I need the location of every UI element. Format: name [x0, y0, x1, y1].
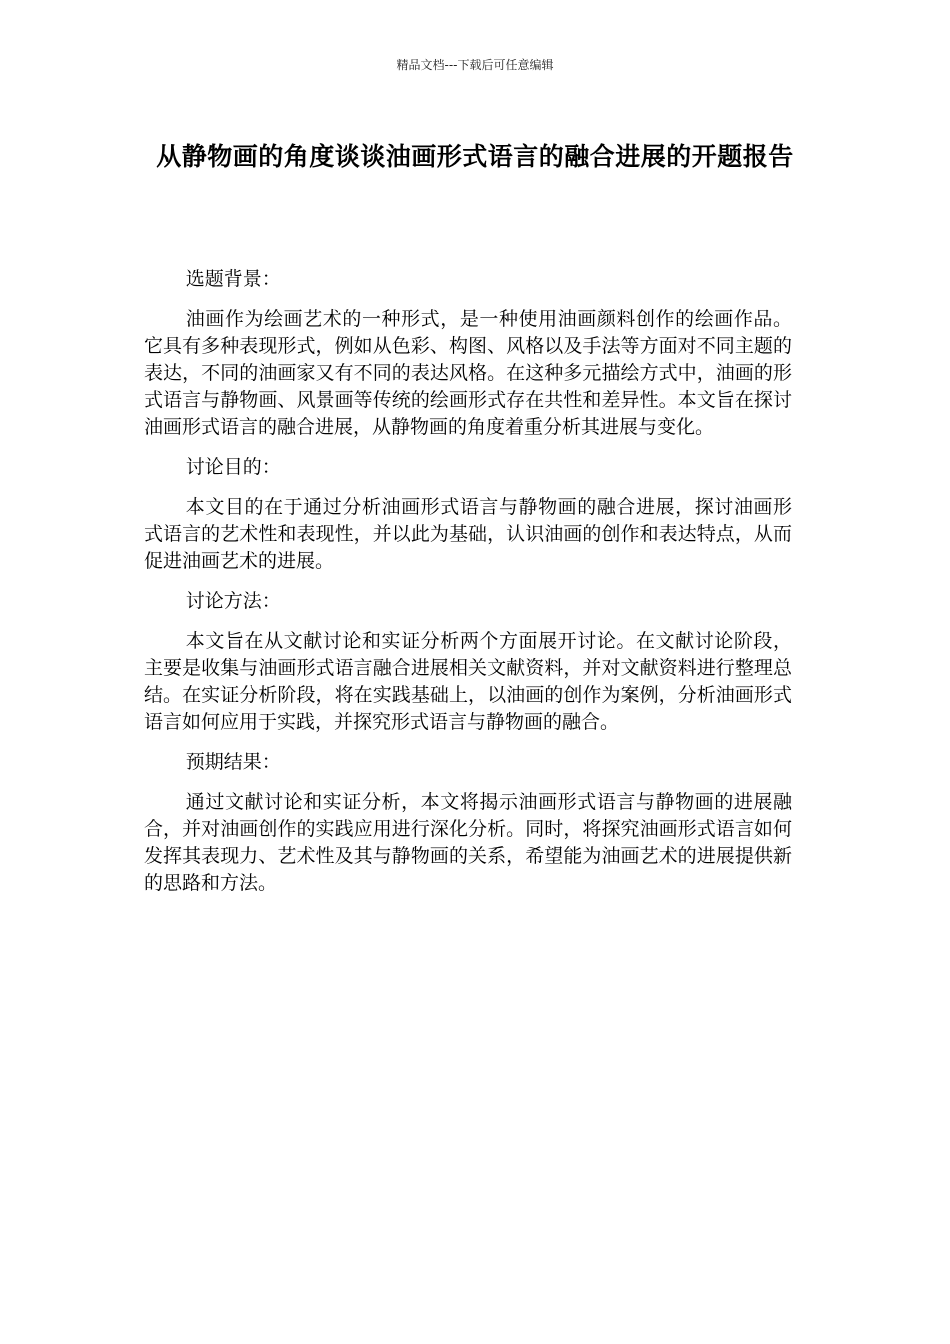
section-heading: 讨论方法：	[185, 590, 281, 612]
section-heading: 选题背景：	[185, 268, 281, 290]
section-paragraph: 本文旨在从文献讨论和实证分析两个方面展开讨论。在文献讨论阶段，主要是收集与油画形式语言融合进展相关文献资料，并对文献资料进行整理总结。在实证分析阶段，将在实践基础上，以油画的创作为案例，分析油画形式语言如何应用于实践，并探究形式语言与静物画的融合。	[144, 630, 792, 733]
document-title: 从静物画的角度谈谈油画形式语言的融合进展的开题报告	[156, 142, 794, 171]
section-heading: 讨论目的：	[185, 456, 281, 478]
section-purpose	[144, 454, 792, 575]
section-paragraph: 油画作为绘画艺术的一种形式，是一种使用油画颜料创作的绘画作品。它具有多种表现形式，例如从色彩、构图、风格以及手法等方面对不同主题的表达，不同的油画家又有不同的表达风格。在这种多元描绘方式中，油画的形式语言与静物画、风景画等传统的绘画形式存在共性和差异性。本文旨在探讨油画形式语言的融合进展，从静物画的角度着重分析其进展与变化。	[144, 308, 792, 438]
section-method	[144, 588, 792, 736]
document-body	[144, 266, 792, 910]
page-header: 精品文档---下载后可任意编辑	[396, 58, 554, 72]
section-expected-results	[144, 749, 792, 897]
section-background	[144, 266, 792, 441]
section-paragraph: 本文目的在于通过分析油画形式语言与静物画的融合进展，探讨油画形式语言的艺术性和表现性，并以此为基础，认识油画的创作和表达特点，从而促进油画艺术的进展。	[144, 496, 792, 572]
section-heading: 预期结果：	[185, 751, 281, 773]
section-paragraph: 通过文献讨论和实证分析，本文将揭示油画形式语言与静物画的进展融合，并对油画创作的实践应用进行深化分析。同时，将探究油画形式语言如何发挥其表现力、艺术性及其与静物画的关系，希望能为油画艺术的进展提供新的思路和方法。	[144, 791, 792, 894]
